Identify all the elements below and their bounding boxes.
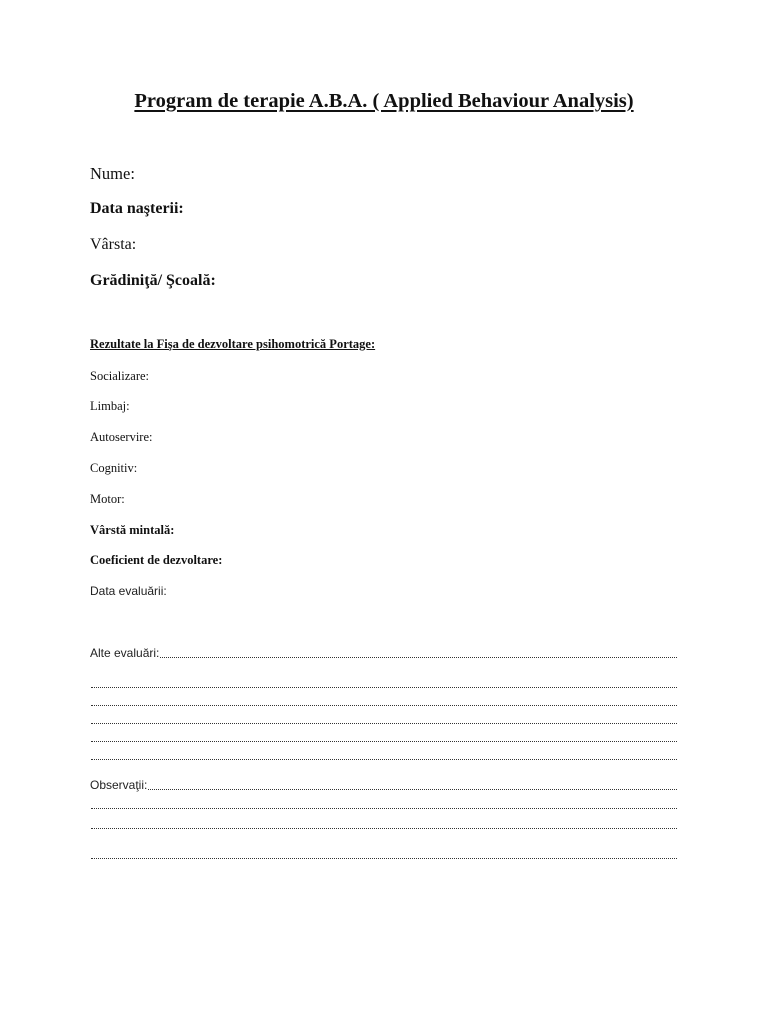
fill-in-dotted-line <box>90 694 677 708</box>
evaluation-date-label: Data evaluării: <box>90 584 167 598</box>
fill-in-dotted-line <box>90 817 677 831</box>
portage-results-heading: Rezultate la Fişa de dezvoltare psihomotrică Portage: <box>90 337 376 351</box>
language-label: Limbaj: <box>90 399 130 413</box>
school-field-label: Grădiniţă/ Şcoală: <box>90 272 216 289</box>
fill-in-dotted-line <box>90 712 677 726</box>
age-field-label: Vârsta: <box>90 236 137 253</box>
fill-in-dotted-line <box>90 730 677 744</box>
fill-in-dotted-line <box>160 657 677 658</box>
other-evaluations-line <box>90 646 677 660</box>
fill-in-dotted-line <box>90 676 677 690</box>
fill-in-dotted-line <box>90 748 677 762</box>
fill-in-dotted-line <box>90 847 677 861</box>
document-title: Program de terapie A.B.A. ( Applied Behaviour Analysis) <box>134 90 634 112</box>
birth-date-field-label: Data naşterii: <box>90 200 184 217</box>
observations-line <box>90 778 677 792</box>
fill-in-dotted-line <box>148 789 677 790</box>
mental-age-label: Vârstă mintală: <box>90 523 175 537</box>
other-evaluations-label: Alte evaluări: <box>90 646 160 660</box>
fill-in-dotted-line <box>90 797 677 811</box>
self-care-label: Autoservire: <box>90 430 153 444</box>
observations-label: Observaţii: <box>90 778 148 792</box>
development-coefficient-label: Coeficient de dezvoltare: <box>90 553 223 567</box>
socialization-label: Socializare: <box>90 369 149 383</box>
name-field-label: Nume: <box>90 164 135 183</box>
motor-label: Motor: <box>90 492 125 506</box>
cognitive-label: Cognitiv: <box>90 461 138 475</box>
